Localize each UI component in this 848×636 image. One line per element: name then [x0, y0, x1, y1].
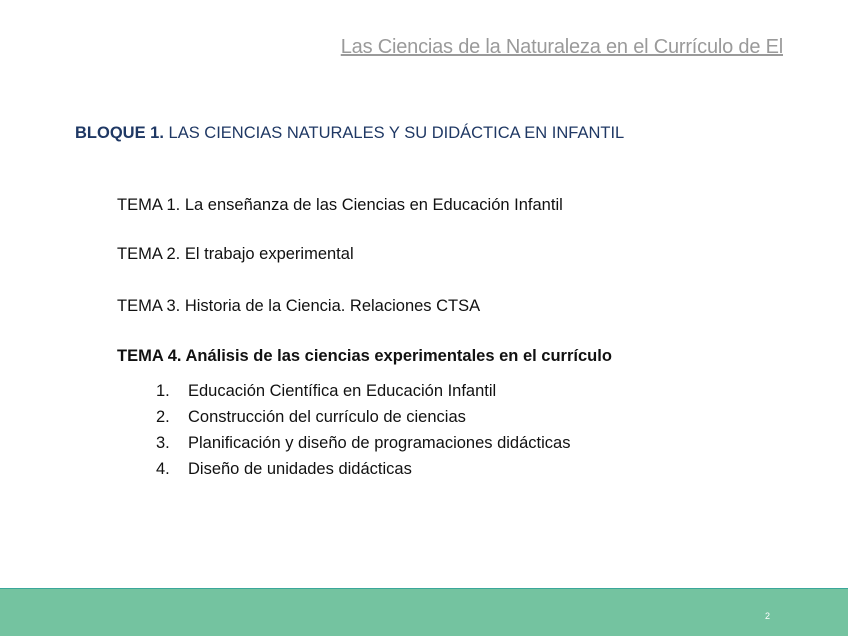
block-title-text: LAS CIENCIAS NATURALES Y SU DIDÁCTICA EN INFANTIL [168, 124, 625, 142]
list-item-number: 1. [156, 382, 170, 400]
block-label: BLOQUE 1. [75, 124, 164, 142]
list-item [156, 378, 570, 404]
topic-2: TEMA 2. El trabajo experimental [117, 245, 354, 263]
list-item-text: Diseño de unidades didácticas [188, 460, 412, 478]
topic-1: TEMA 1. La enseñanza de las Ciencias en Educación Infantil [117, 196, 563, 214]
list-item [156, 404, 570, 430]
list-item-number: 3. [156, 434, 170, 452]
block-heading [75, 124, 624, 143]
topic-4-sublist [156, 378, 570, 482]
topic-4: TEMA 4. Análisis de las ciencias experimentales en el currículo [117, 347, 612, 365]
list-item [156, 430, 570, 456]
list-item-number: 2. [156, 408, 170, 426]
header-title: Las Ciencias de la Naturaleza en el Currículo de El [340, 36, 783, 58]
list-item-number: 4. [156, 460, 170, 478]
topic-3: TEMA 3. Historia de la Ciencia. Relaciones CTSA [117, 297, 481, 315]
list-item-text: Educación Científica en Educación Infantil [188, 382, 497, 400]
page-number: 2 [764, 611, 770, 621]
list-item [156, 456, 570, 482]
list-item-text: Planificación y diseño de programaciones didácticas [188, 434, 571, 452]
footer-band [0, 589, 848, 636]
list-item-text: Construcción del currículo de ciencias [188, 408, 466, 426]
